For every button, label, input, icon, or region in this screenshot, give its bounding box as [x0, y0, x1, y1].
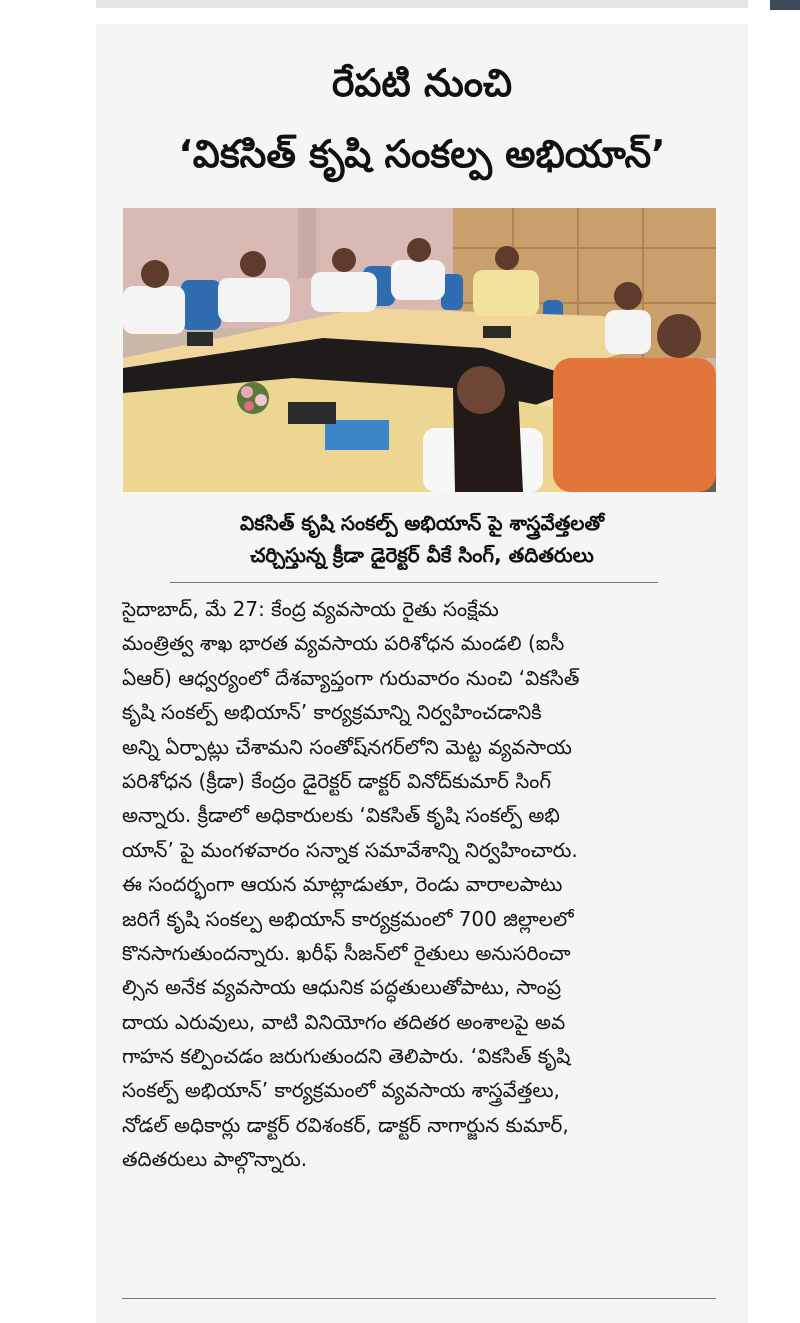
headline-line-1: రేపటి నుంచి: [331, 61, 513, 105]
body-line: ల్సిన అనేక వ్యవసాయ ఆధునిక పద్ధతులుతోపాటు, సాంప్ర: [122, 975, 562, 1000]
body-line: కొనసాగుతుందన్నారు. ఖరీఫ్ సీజన్‌లో రైతులు అనుసరించా: [122, 940, 571, 965]
body-line: సైదాబాద్, మే 27: కేంద్ర వ్యవసాయ రైతు సంక్షేమ: [122, 597, 499, 621]
news-clipping: [96, 24, 748, 1323]
body-line: తదితరులు పాల్గొన్నారు.: [122, 1147, 308, 1172]
meeting-photo-illustration: [123, 208, 716, 492]
body-line: గాహన కల్పించడం జరుగుతుందని తెలిపారు. ‘వికసిత్ కృషి: [122, 1044, 571, 1069]
body-line: పరిశోధన (క్రీడా) కేంద్రం డైరెక్టర్ డాక్టర్ వినోద్‌కుమార్ సింగ్: [122, 768, 552, 793]
headline-line-2: ‘వికసిత్ కృషి సంకల్ప అభియాన్’: [178, 132, 666, 176]
photo-caption-line-2: చర్చిస్తున్న క్రీడా డైరెక్టర్ వీకే సింగ్, తదితరులు: [250, 543, 594, 567]
article-end-rule: [122, 1298, 716, 1299]
body-line: మంత్రిత్వ శాఖ భారత వ్యవసాయ పరిశోధన మండలి (ఐసీ: [122, 631, 565, 656]
meeting-photo: [123, 208, 716, 492]
top-strip: [96, 0, 748, 8]
body-line: ఏఆర్) ఆధ్వర్యంలో దేశవ్యాప్తంగా గురువారం నుంచి ‘వికసిత్: [122, 665, 580, 690]
body-line: యాన్’ పై మంగళవారం సన్నాక సమావేశాన్ని నిర్వహించారు.: [122, 837, 578, 862]
article-body: [122, 592, 716, 1177]
body-line: దాయ ఎరువులు, వాటి వినియోగం తదితర అంశాలపై అవ: [122, 1009, 566, 1034]
body-line: సంకల్ప్ అభియాన్’ కార్యక్రమంలో వ్యవసాయ శాస్త్రవేత్తలు,: [122, 1078, 560, 1103]
body-line: అన్నారు. క్రీడాలో అధికారులకు ‘వికసిత్ కృషి సంకల్ప్ అభి: [122, 803, 560, 828]
body-line: నోడల్ అధికార్లు డాక్టర్ రవిశంకర్, డాక్టర్ నాగార్జున కుమార్,: [122, 1112, 569, 1137]
caption-divider: [170, 582, 658, 583]
photo-caption-line-1: వికసిత్ కృషి సంకల్ప్ అభియాన్ పై శాస్త్రవేత్తలతో: [240, 511, 604, 535]
body-line: అన్ని ఏర్పాట్లు చేశామని సంతోష్‌నగర్‌లోని మెట్ట వ్యవసాయ: [122, 734, 572, 759]
body-line: కృషి సంకల్ప్ అభియాన్’ కార్యక్రమాన్ని నిర్వహించడానికి: [122, 700, 542, 725]
body-line: జరిగే కృషి సంకల్ప అభియాన్ కార్యక్రమంలో 700 జిల్లాలలో: [122, 906, 574, 931]
body-line: ఈ సందర్భంగా ఆయన మాట్లాడుతూ, రెండు వారాలపాటు: [122, 872, 563, 897]
corner-block: [770, 0, 800, 10]
